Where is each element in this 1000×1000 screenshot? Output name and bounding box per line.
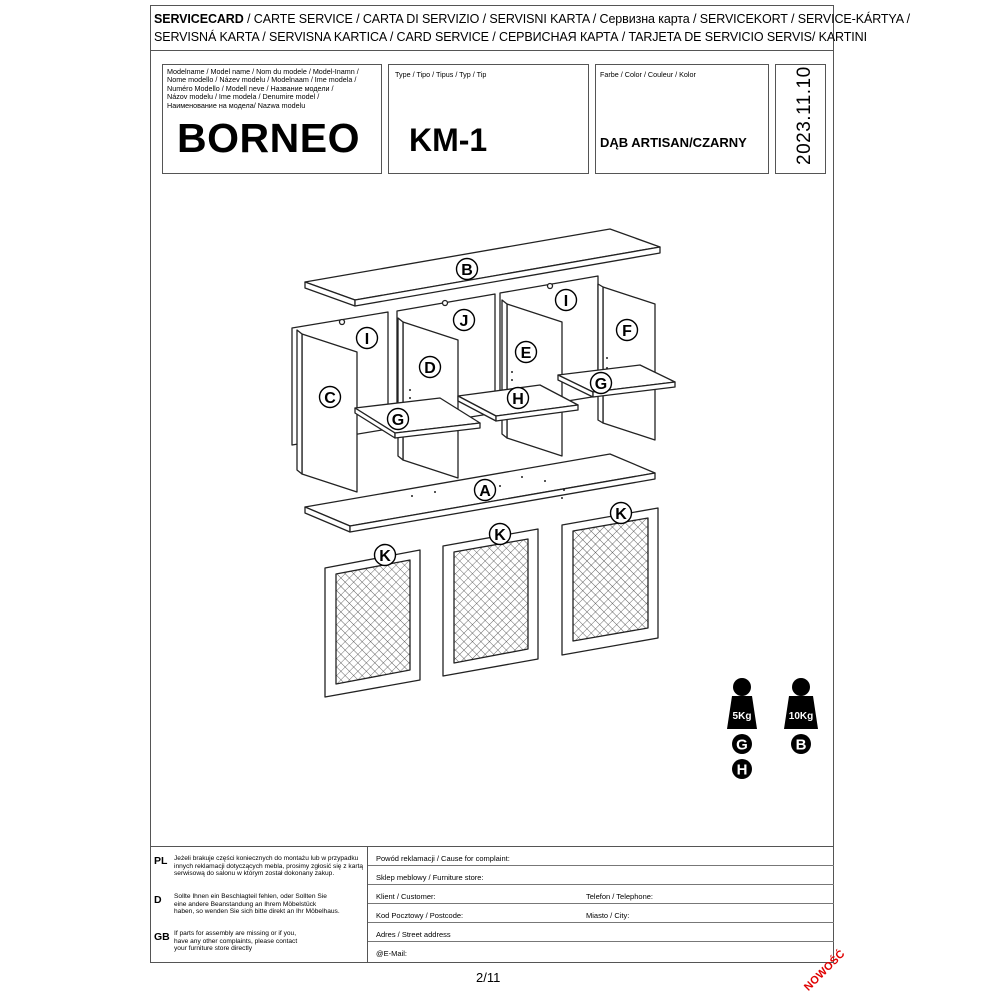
- label-K-right: [611, 503, 632, 524]
- assembly-diagram: [150, 200, 834, 840]
- form-row-store[interactable]: [368, 866, 834, 885]
- panel-side-C: [297, 330, 357, 492]
- svg-text:H: H: [736, 761, 748, 779]
- form-row-customer[interactable]: [368, 885, 834, 904]
- header-divider: [150, 50, 834, 51]
- svg-text:10Kg: 10Kg: [788, 711, 814, 722]
- form-row-cause[interactable]: [368, 847, 834, 866]
- svg-text:D: D: [424, 360, 436, 377]
- svg-text:G: G: [736, 736, 748, 754]
- label-K-left: [375, 545, 396, 566]
- svg-text:B: B: [795, 736, 807, 754]
- label-B: [457, 259, 478, 280]
- type-value: KM-1: [409, 122, 488, 158]
- svg-text:I: I: [563, 293, 569, 310]
- city-label: Miasto / City:: [586, 911, 630, 920]
- header-title: SERVICECARD: [154, 12, 244, 26]
- form-row-address[interactable]: [368, 923, 834, 942]
- panel-partition-E: [502, 300, 562, 456]
- weight-10kg-knob-icon: [792, 678, 810, 696]
- label-H: [508, 388, 529, 409]
- svg-text:B: B: [461, 262, 473, 279]
- type-label: Type / Tipo / Tipus / Typ / Tip: [395, 70, 487, 79]
- svg-text:K: K: [494, 527, 506, 544]
- service-card-header: [154, 10, 911, 46]
- form-row-email[interactable]: [368, 942, 834, 961]
- lang-text-pl: Jeżeli brakuje części koniecznych do montażu lub w przypadku innych reklamacji dotyczących mebla, prosimy zgłosić się z kartą serwisową do salonu w którym został dokonany zakup.: [174, 855, 364, 878]
- door-K-left: [325, 550, 420, 697]
- type-box: [388, 64, 589, 174]
- weight-10kg: [784, 678, 818, 754]
- svg-text:C: C: [324, 390, 336, 407]
- svg-text:I: I: [364, 331, 370, 348]
- door-K-middle: [443, 529, 538, 676]
- label-C: [320, 387, 341, 408]
- label-E: [516, 342, 537, 363]
- color-box: [595, 64, 769, 174]
- new-badge: NOWOŚĆ: [802, 947, 848, 994]
- svg-text:K: K: [379, 548, 391, 565]
- model-name-value: BORNEO: [177, 115, 360, 161]
- header-line1: / CARTE SERVICE / CARTA DI SERVIZIO / SERVISNI KARTA / Сервизна карта / SERVICEKORT / SERVICE-KÁRTYA /: [243, 12, 911, 26]
- svg-text:J: J: [459, 313, 469, 330]
- panel-partition-D: [398, 318, 458, 478]
- lang-code-gb: GB: [154, 931, 170, 943]
- model-name-box: [162, 64, 382, 174]
- svg-text:5Kg: 5Kg: [732, 711, 752, 722]
- door-K-right: [562, 508, 658, 655]
- weight-5kg-knob-icon: [733, 678, 751, 696]
- lang-text-gb: If parts for assembly are missing or if you, have any other complaints, please contact your furniture store directly: [174, 930, 298, 953]
- label-D: [420, 357, 441, 378]
- complaint-section: [150, 846, 834, 962]
- phone-label: Telefon / Telephone:: [586, 892, 653, 901]
- label-F: [617, 320, 638, 341]
- label-I-left: [357, 328, 378, 349]
- model-name-labels: Modelname / Model name / Nom du modele / Model-Inamn / Nome modello / Název modelu / Modelnaam / Ime modela / Numéro Modello / Modell neve / Название модели / Názov modelu / Ime modela / Denumire model / Наименование на модела/ Nazwa modelu: [167, 67, 359, 110]
- svg-text:A: A: [479, 483, 491, 500]
- label-J: [454, 310, 475, 331]
- customer-label: Klient / Customer:: [376, 892, 436, 901]
- lang-code-d: D: [154, 894, 162, 906]
- svg-text:E: E: [520, 345, 532, 362]
- email-label: @E-Mail:: [376, 949, 407, 958]
- lang-text-d: Sollte Ihnen ein Beschlagteil fehlen, oder Sollten Sie eine andere Beanstandung an Ihrem Möbelstück haben, so wenden Sie sich bitte direkt an Ihr Möbelhaus.: [174, 893, 340, 916]
- date-value: 2023.11.10: [794, 66, 815, 165]
- complaint-instructions: [150, 847, 368, 963]
- address-label: Adres / Street address: [376, 930, 451, 939]
- label-K-middle: [490, 524, 511, 545]
- weight-5kg: [727, 678, 757, 779]
- panel-side-F: [598, 284, 655, 440]
- label-I-right: [556, 290, 577, 311]
- postcode-label: Kod Pocztowy / Postcode:: [376, 911, 464, 920]
- svg-text:F: F: [622, 323, 632, 340]
- form-row-postcode[interactable]: [368, 904, 834, 923]
- svg-text:H: H: [512, 391, 524, 408]
- label-A: [475, 480, 496, 501]
- cause-label: Powód reklamacji / Cause for complaint:: [376, 854, 510, 863]
- label-G-right: [591, 373, 612, 394]
- svg-text:G: G: [391, 412, 405, 429]
- label-G-left: [388, 409, 409, 430]
- svg-text:G: G: [594, 376, 608, 393]
- header-line2: SERVISNÁ KARTA / SERVISNA KARTICA / CARD SERVICE / СЕРВИСНАЯ КАРТА / TARJETA DE SERVICIO SERVIS/ KARTINI: [154, 30, 867, 44]
- page-number: 2/11: [476, 970, 501, 985]
- color-label: Farbe / Color / Couleur / Kolor: [600, 70, 696, 79]
- lang-code-pl: PL: [154, 855, 168, 867]
- store-label: Sklep meblowy / Furniture store:: [376, 873, 484, 882]
- svg-text:K: K: [615, 506, 627, 523]
- color-value: DĄB ARTISAN/CZARNY: [600, 135, 747, 150]
